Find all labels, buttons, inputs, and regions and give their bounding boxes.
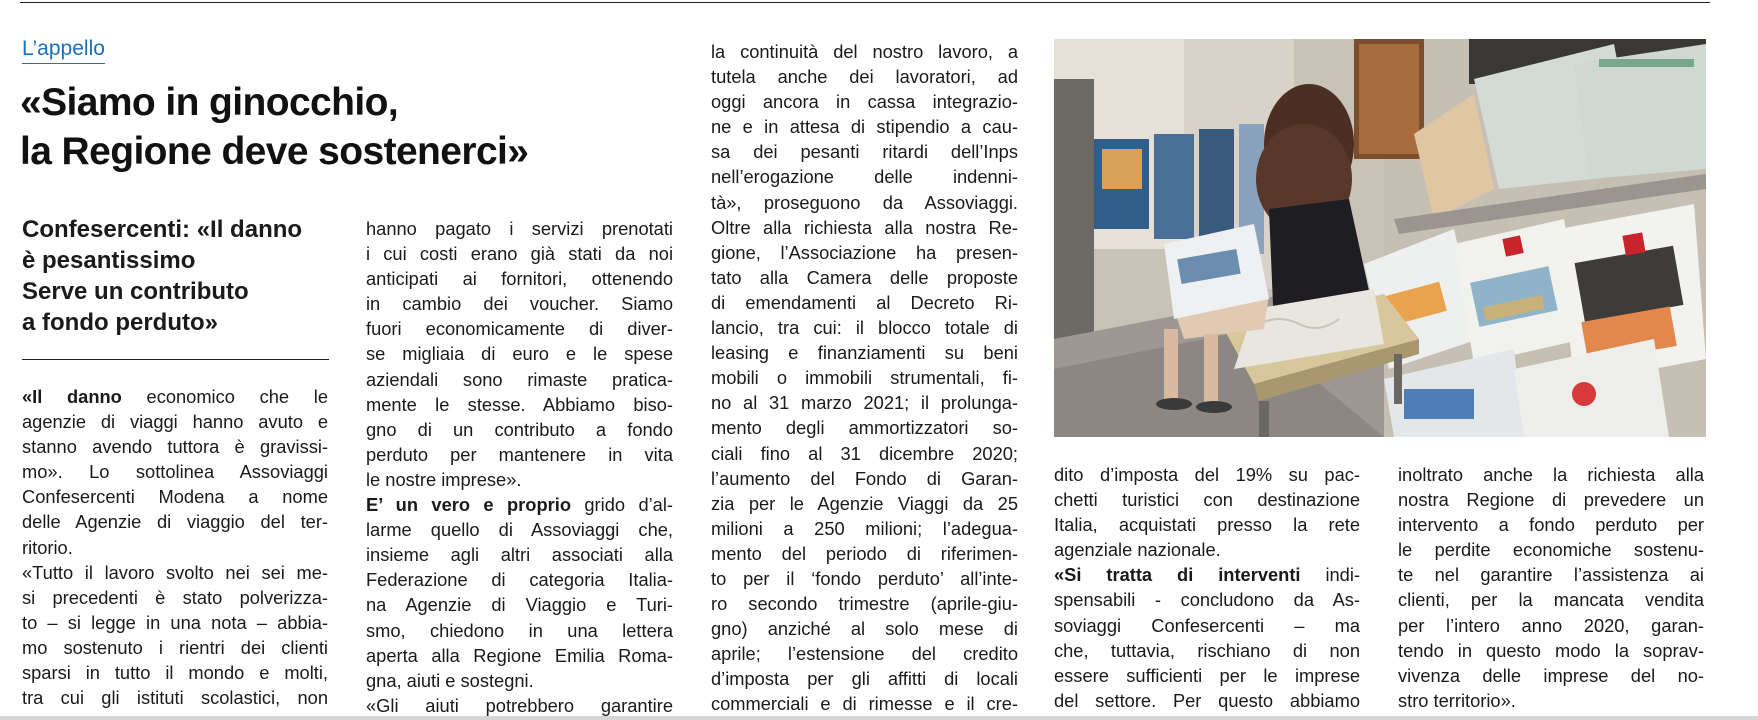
text-line: nostra Regione di prevedere un bbox=[1398, 489, 1704, 511]
text-column-3 bbox=[711, 39, 1018, 717]
text-line: ro secondo trimestre (aprile-giu- bbox=[711, 593, 1018, 615]
text-line: Federazione di categoria Italia- bbox=[366, 569, 673, 591]
text-line: gno di un contributo a fondo bbox=[366, 418, 673, 440]
text-line: lancio, tra cui: il blocco totale di bbox=[711, 317, 1018, 339]
text-line: d’imposta per gli affitti di locali bbox=[711, 668, 1018, 690]
text-line: mento del periodo di riferimen- bbox=[711, 542, 1018, 564]
text-line: Italia, acquistati presso la rete bbox=[1054, 514, 1360, 536]
text-column-5 bbox=[1398, 462, 1704, 713]
lead-in-bold: E’ un vero e proprio bbox=[366, 494, 571, 516]
text-line: stro territorio». bbox=[1398, 689, 1516, 711]
text-line: Oltre alla richiesta alla nostra Re- bbox=[711, 216, 1018, 238]
text-line: perduto per mantenere in vita bbox=[366, 443, 673, 465]
text-line: gno) anziché al solo mese di bbox=[711, 618, 1018, 640]
lead-in-bold: «Si tratta di interventi bbox=[1054, 564, 1301, 586]
text-line: tra cui gli istituti scolastici, non bbox=[22, 687, 328, 709]
text-line: sa dei pesanti ritardi dell’Inps bbox=[711, 141, 1018, 163]
text-line: tato alla Camera delle proposte bbox=[711, 266, 1018, 288]
text-line: ne e in attesa di stipendio a cau- bbox=[711, 116, 1018, 138]
text-line: «Il danno economico che le bbox=[22, 386, 328, 407]
text-line: i cui costi erano già stati da noi bbox=[366, 243, 673, 265]
subhead-line: Serve un contributo bbox=[22, 278, 249, 305]
text-line: fuori economicamente di diver- bbox=[366, 318, 673, 340]
text-line: si precedenti è stato polverizza- bbox=[22, 586, 328, 608]
text-line: E’ un vero e proprio grido d’al- bbox=[366, 494, 673, 516]
text-column-2 bbox=[366, 216, 673, 718]
text-line: «Si tratta di interventi indi- bbox=[1054, 564, 1361, 586]
text-line: intervento a fondo perduto per bbox=[1398, 514, 1704, 536]
text-line: del settore. Per questo abbiamo bbox=[1054, 689, 1360, 711]
text-line: «Tutto il lavoro svolto nei sei me- bbox=[22, 561, 328, 583]
text-line: la continuità del nostro lavoro, a bbox=[711, 41, 1018, 62]
text-line: l’aumento del Fondo di Garan- bbox=[711, 467, 1018, 489]
article-subheadline bbox=[22, 214, 332, 338]
text-column-4 bbox=[1054, 462, 1360, 713]
text-line: na Agenzie di Viaggio e Turi- bbox=[366, 594, 673, 616]
text-line: agenzie di viaggi hanno avuto e bbox=[22, 411, 328, 433]
text-line: ritorio. bbox=[22, 536, 73, 558]
text-line: «Gli aiuti potrebbero garantire bbox=[366, 694, 673, 716]
text-line: aperta alla Regione Emilia Roma- bbox=[366, 644, 673, 666]
text-line: chetti turistici con destinazione bbox=[1054, 489, 1360, 511]
text-line: milioni a 250 milioni; l’adegua- bbox=[711, 517, 1018, 539]
text-line: tendo in questo modo la soprav- bbox=[1398, 639, 1704, 661]
text-line: mo sostenuto i rientri dei clienti bbox=[22, 636, 328, 658]
text-line: gna, aiuti e sostegni. bbox=[366, 669, 534, 691]
text-line: essere sufficienti per le imprese bbox=[1054, 664, 1360, 686]
top-rule bbox=[20, 2, 1710, 3]
text-line: che, tuttavia, rischiano di non bbox=[1054, 639, 1360, 661]
headline-line: «Siamo in ginocchio, bbox=[20, 81, 399, 124]
text-line: tutela anche dei lavoratori, ad bbox=[711, 66, 1018, 88]
headline-line: la Regione deve sostenerci» bbox=[20, 130, 529, 173]
text-line: vivenza delle imprese del no- bbox=[1398, 664, 1704, 686]
subhead-line: a fondo perduto» bbox=[22, 309, 218, 336]
text-line: oggi ancora in cassa integrazio- bbox=[711, 91, 1018, 113]
text-line: insieme agli altri associati alla bbox=[366, 544, 673, 566]
text-line: spensabili - concludono da As- bbox=[1054, 589, 1360, 611]
text-line: le perdite economiche sostenu- bbox=[1398, 539, 1704, 561]
text-line: hanno pagato i servizi prenotati bbox=[366, 218, 673, 239]
text-line: to per il ‘fondo perduto’ all’inte- bbox=[711, 567, 1018, 589]
lead-in-bold: «Il danno bbox=[22, 386, 122, 407]
subhead-divider bbox=[22, 359, 329, 360]
page-bottom-edge bbox=[0, 716, 1758, 720]
text-line: mo». Lo sottolinea Assoviaggi bbox=[22, 461, 328, 483]
subhead-line: è pesantissimo bbox=[22, 247, 196, 274]
article-photo bbox=[1054, 39, 1706, 437]
text-line: in cambio dei voucher. Siamo bbox=[366, 293, 673, 315]
text-line: aziendali sono rimaste pratica- bbox=[366, 368, 673, 390]
text-line: le nostre imprese». bbox=[366, 468, 522, 490]
text-line: di emendamenti al Decreto Ri- bbox=[711, 291, 1018, 313]
text-line: leasing e finanziamenti su beni bbox=[711, 342, 1018, 364]
text-line: mento degli ammortizzatori so- bbox=[711, 417, 1018, 439]
text-line: to – si legge in una nota – abbia- bbox=[22, 611, 328, 633]
text-line: tà», proseguono da Assoviaggi. bbox=[711, 191, 1018, 213]
text-line: per l’intero anno 2020, garan- bbox=[1398, 614, 1704, 636]
text-line: te nel garantire l’assistenza ai bbox=[1398, 564, 1704, 586]
text-line: stanno avendo tuttora è gravissi- bbox=[22, 436, 328, 458]
text-line: gione, l’Associazione ha presen- bbox=[711, 241, 1018, 263]
article-headline bbox=[20, 78, 680, 176]
photo-woman-reading-travel-agency bbox=[1054, 39, 1706, 437]
text-line: soviaggi Confesercenti – ma bbox=[1054, 614, 1360, 636]
text-line: delle Agenzie di viaggio del ter- bbox=[22, 511, 328, 533]
text-line: no al 31 marzo 2021; il prolunga- bbox=[711, 392, 1018, 414]
text-line: nell’erogazione delle indenni- bbox=[711, 166, 1018, 188]
text-line: dito d’imposta del 19% su pac- bbox=[1054, 464, 1360, 485]
text-line: commerciali e di rimesse e il cre- bbox=[711, 693, 1018, 715]
text-line: anticipati ai fornitori, ottenendo bbox=[366, 268, 673, 290]
text-line: inoltrato anche la richiesta alla bbox=[1398, 464, 1704, 485]
text-line: mobili o immobili strumentali, fi- bbox=[711, 367, 1018, 389]
subhead-line: Confesercenti: «Il danno bbox=[22, 216, 303, 243]
text-line: sparsi in tutto il mondo e molti, bbox=[22, 662, 328, 684]
text-line: larme quello di Assoviaggi che, bbox=[366, 519, 673, 541]
text-line: smo, chiedono in una lettera bbox=[366, 619, 673, 641]
article-kicker: L’appello bbox=[22, 36, 105, 64]
text-line: ciali fino al 31 dicembre 2020; bbox=[711, 442, 1018, 464]
text-line: aprile; l’estensione del credito bbox=[711, 643, 1018, 665]
text-column-1 bbox=[22, 384, 328, 710]
text-line: zia per le Agenzie Viaggi da 25 bbox=[711, 492, 1018, 514]
text-line: agenziale nazionale. bbox=[1054, 539, 1221, 561]
text-line: clienti, per la mancata vendita bbox=[1398, 589, 1704, 611]
text-line: se migliaia di euro e le spese bbox=[366, 343, 673, 365]
text-line: mente le stesse. Abbiamo biso- bbox=[366, 393, 673, 415]
text-line: Confesercenti Modena a nome bbox=[22, 486, 328, 508]
